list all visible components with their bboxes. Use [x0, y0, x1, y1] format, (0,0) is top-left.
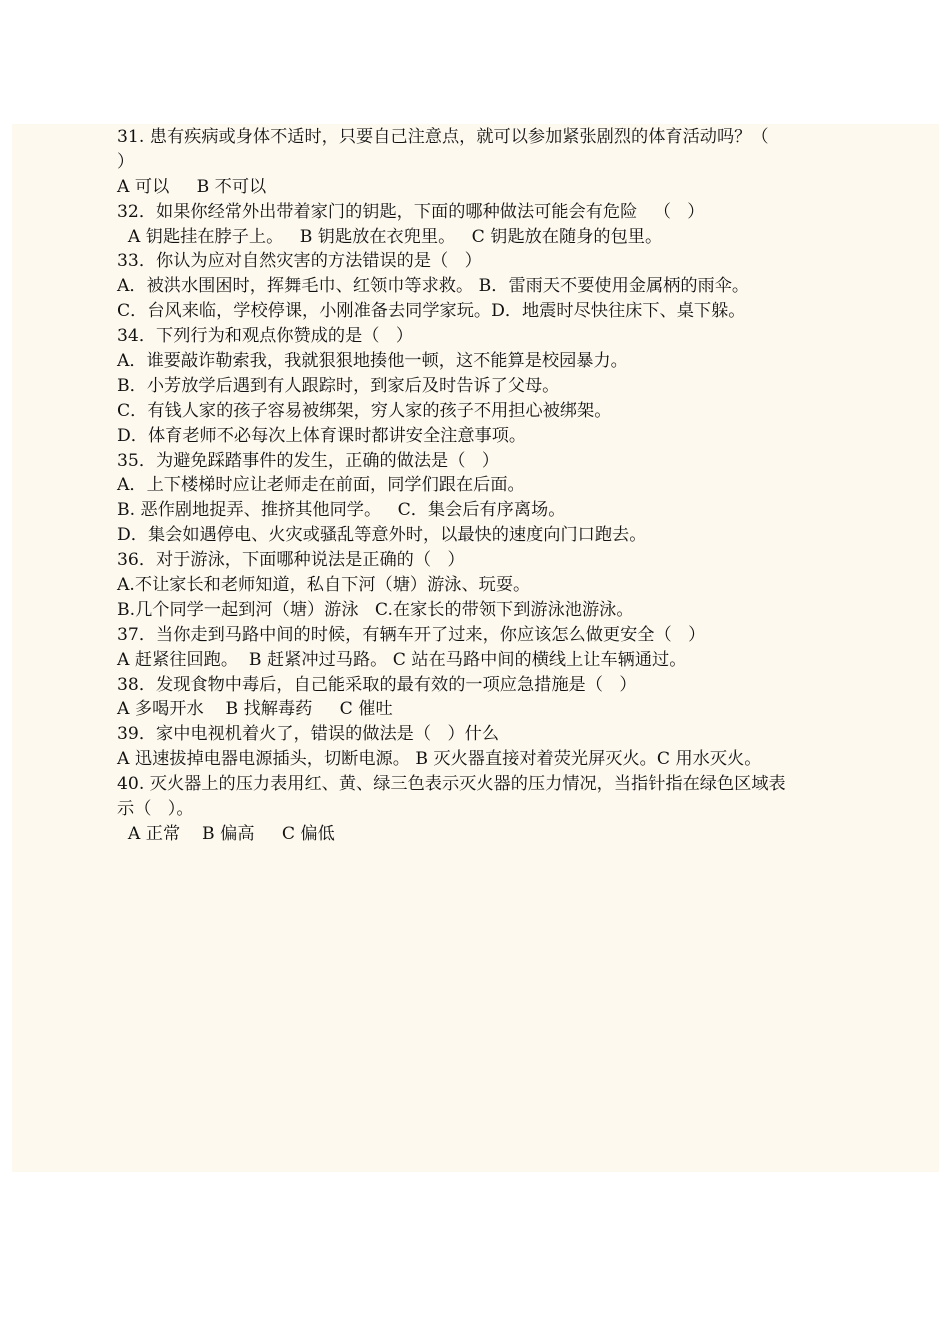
question-33-options-cd: C．台风来临，学校停课，小刚准备去同学家玩。D．地震时尽快往床下、桌下躲。: [117, 301, 746, 322]
question-34-option-a: A．谁要敲诈勒索我，我就狠狠地揍他一顿，这不能算是校园暴力。: [117, 351, 628, 372]
question-37-text: 37．当你走到马路中间的时候，有辆车开了过来，你应该怎么做更安全（ ）: [117, 624, 706, 645]
question-list: [117, 125, 847, 847]
question-32-options: A 钥匙挂在脖子上。 B 钥匙放在衣兜里。 C 钥匙放在随身的包里。: [117, 226, 663, 247]
question-32-text: 32．如果你经常外出带着家门的钥匙，下面的哪种做法可能会有危险 （ ）: [117, 201, 705, 222]
question-34-option-c: C．有钱人家的孩子容易被绑架，穷人家的孩子不用担心被绑架。: [117, 400, 612, 421]
question-31-text: 31. 患有疾病或身体不适时，只要自己注意点，就可以参加紧张剧烈的体育活动吗？（: [117, 127, 769, 147]
question-35-text: 35．为避免踩踏事件的发生，正确的做法是（ ）: [117, 450, 500, 471]
question-34-text: 34．下列行为和观点你赞成的是（ ）: [117, 326, 414, 347]
question-36-options-bc: B.几个同学一起到河（塘）游泳 C.在家长的带领下到游泳池游泳。: [117, 599, 634, 620]
question-40-text: 40. 灭火器上的压力表用红、黄、绿三色表示灭火器的压力情况，当指针指在绿色区域表: [117, 774, 786, 795]
question-39-options: A 迅速拔掉电器电源插头，切断电源。 B 灭火器直接对着荧光屏灭火。C 用水灭火。: [117, 749, 762, 770]
question-35-options-bc: B. 恶作剧地捉弄、推挤其他同学。 C．集会后有序离场。: [117, 500, 566, 521]
question-40-text-cont: 示（ ）。: [117, 799, 194, 820]
question-35-option-a: A．上下楼梯时应让老师走在前面，同学们跟在后面。: [117, 475, 525, 496]
question-36-option-a: A.不让家长和老师知道，私自下河（塘）游泳、玩耍。: [117, 575, 531, 596]
question-40-options: A 正常 B 偏高 C 偏低: [117, 823, 335, 844]
question-33-options-ab: A．被洪水围困时，挥舞毛巾、红领巾等求救。 B．雷雨天不要使用金属柄的雨伞。: [117, 276, 750, 297]
question-31-options: A 可以 B 不可以: [117, 176, 267, 197]
question-39-text: 39．家中电视机着火了，错误的做法是（ ）什么: [117, 724, 500, 745]
question-33-text: 33．你认为应对自然灾害的方法错误的是（ ）: [117, 251, 482, 272]
question-35-option-d: D．集会如遇停电、火灾或骚乱等意外时，以最快的速度向门口跑去。: [117, 525, 647, 546]
question-38-text: 38．发现食物中毒后，自己能采取的最有效的一项应急措施是（ ）: [117, 674, 637, 695]
question-34-option-b: B．小芳放学后遇到有人跟踪时，到家后及时告诉了父母。: [117, 375, 560, 396]
question-34-option-d: D．体育老师不必每次上体育课时都讲安全注意事项。: [117, 425, 527, 446]
question-31-text-cont: ）: [117, 151, 135, 172]
question-36-text: 36．对于游泳，下面哪种说法是正确的（ ）: [117, 550, 465, 571]
question-38-options: A 多喝开水 B 找解毒药 C 催吐: [117, 699, 393, 720]
question-37-options: A 赶紧往回跑。 B 赶紧冲过马路。 C 站在马路中间的横线上让车辆通过。: [117, 649, 687, 670]
